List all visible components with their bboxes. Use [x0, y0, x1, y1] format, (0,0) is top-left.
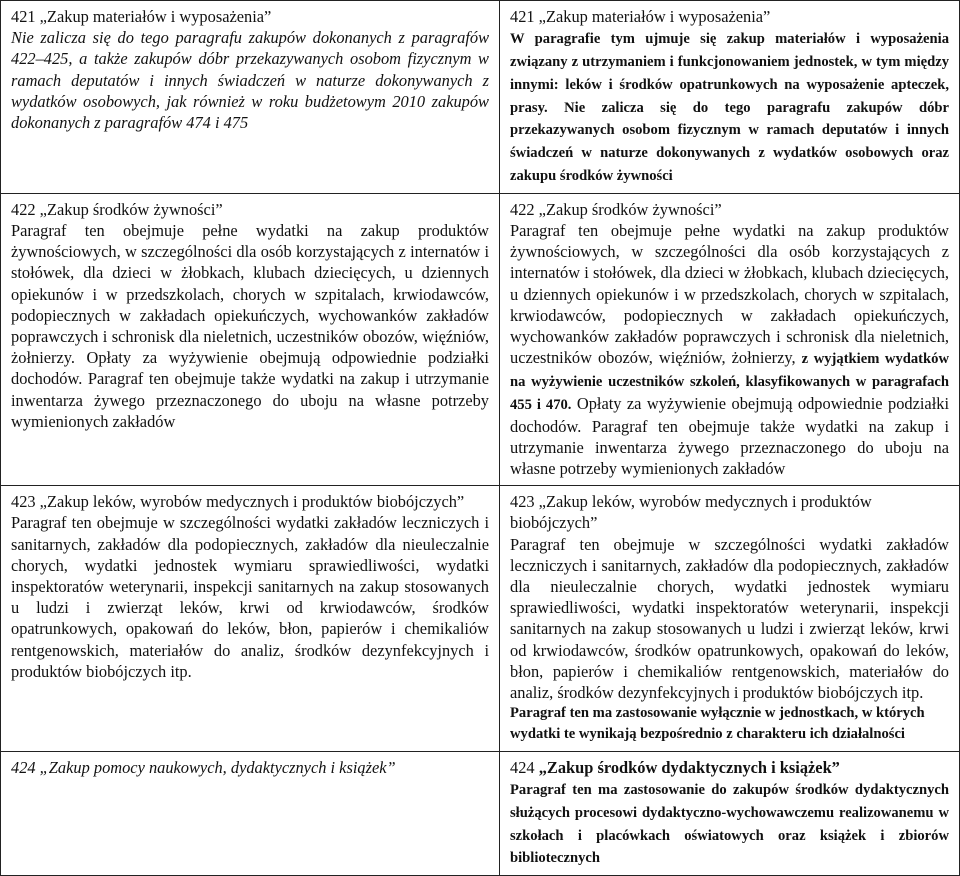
- table-row: [1, 486, 960, 752]
- table-row: [1, 193, 960, 485]
- paragraph-body: Paragraf ten ma zastosowanie do zakupów środków dydaktycznych służących procesowi dydaktyczno-wychowawczemu realizowanemu w szkołach i placówkach oświatowych oraz książek i zbiorów bibliotecznych: [510, 782, 949, 867]
- paragraph-title: 421 „Zakup materiałów i wyposażenia”: [11, 7, 272, 26]
- paragraph-title: 423 „Zakup leków, wyrobów medycznych i produktów biobójczych”: [510, 492, 872, 533]
- paragraph-amendment: z wyjątkiem wydatków na wyżywienie uczestników szkoleń, klasyfikowanych w paragrafach 455 i 470.: [510, 351, 949, 413]
- paragraph-title: 424 „Zakup pomocy naukowych, dydaktycznych i książek”: [11, 757, 396, 777]
- paragraph-body: Nie zalicza się do tego paragrafu zakupów dokonanych z paragrafów 422–425, a także zakupów dóbr przekazywanych osobom fizycznym w ramach deputatów i innych świadczeń w naturze dokonywanych z wydatków osobowych, jak również w roku budżetowym 2010 zakupów dokonanych z paragrafów 474 i 475: [11, 28, 489, 133]
- cell-421-old: [1, 1, 500, 194]
- cell-423-old: [1, 486, 500, 752]
- paragraph-title: 423 „Zakup leków, wyrobów medycznych i produktów biobójczych”: [11, 492, 465, 512]
- cell-422-new: [500, 193, 960, 485]
- paragraph-number: 424: [510, 757, 535, 777]
- paragraph-title: 422 „Zakup środków żywności”: [11, 199, 223, 219]
- paragraph-title: 422 „Zakup środków żywności”: [510, 199, 722, 219]
- paragraph-body: Paragraf ten obejmuje w szczególności wydatki zakładów leczniczych i sanitarnych, zakładów dla podopiecznych, zakładów dla nieuleczalnie chorych, wydatki jednostek wymiaru sprawiedliwości, wydatki inspektoratów weterynarii, inspekcji sanitarnych na zakup stosowanych u ludzi i zwierząt leków, krwi od krwiodawców, środków opatrunkowych, opakowań do leków, błon, papierów i chemikaliów rentgenowskich, materiałów do analiz, środków dezynfekcyjnych i produktów biobójczych itp.: [11, 513, 489, 681]
- table-row: [1, 751, 960, 875]
- paragraph-amendment: Paragraf ten ma zastosowanie wyłącznie w jednostkach, w których wydatki te wynikają bezpośrednio z charakteru ich działalności: [510, 705, 925, 743]
- paragraph-title: 421 „Zakup materiałów i wyposażenia”: [510, 7, 771, 26]
- paragraph-body: Paragraf ten obejmuje pełne wydatki na zakup produktów żywnościowych, w szczególności dla osób korzystających z internatów i stołówek, dla dzieci w żłobkach, klubach dziecięcych, u dziennych opiekunów i w przedszkolach, chorych w szpitalach, krwiodawców, podopiecznych w zakładach opiekuńczych, wychowanków zakładów poprawczych i schronisk dla nieletnich, uczestników obozów, więźniów, żołnierzy. Opłaty za wyżywienie obejmują odpowiednie podziałki dochodów. Paragraf ten obejmuje także wydatki na zakup i utrzymanie inwentarza żywego przeznaczonego do uboju na własne potrzeby wymienionych zakładów: [11, 220, 489, 431]
- cell-421-new: [500, 1, 960, 194]
- paragraph-body: W paragrafie tym ujmuje się zakup materiałów i wyposażenia związany z utrzymaniem i funkcjonowaniem jednostek, w tym między innymi: leków i środków opatrunkowych na wyposażenie apteczek, prasy. Nie zalicza się do tego paragrafu zakupów dóbr przekazywanych osobom fizycznym w ramach deputatów i innych świadczeń w naturze dokonywanych z wydatków osobowych oraz zakupu środków żywności: [510, 31, 949, 184]
- table-row: [1, 1, 960, 194]
- cell-423-new: [500, 486, 960, 752]
- paragraph-body-cont: Opłaty za wyżywienie obejmują odpowiednie podziałki dochodów. Paragraf ten obejmuje także wydatki na zakup i utrzymanie inwentarza żywego przeznaczonego do uboju na własne potrzeby wymienionych zakładów: [510, 393, 949, 478]
- paragraph-body: Paragraf ten obejmuje w szczególności wydatki zakładów leczniczych i sanitarnych, zakładów dla podopiecznych, zakładów dla nieuleczalnie chorych, wydatki jednostek wymiaru sprawiedliwości, wydatki inspektoratów weterynarii, inspekcji sanitarnych na zakup stosowanych u ludzi i zwierząt leków, krwi od krwiodawców, środków opatrunkowych, opakowań do leków, błon, papierów i chemikaliów rentgenowskich, materiałów do analiz, środków dezynfekcyjnych i produktów biobójczych itp.: [510, 534, 949, 703]
- paragraph-title: „Zakup środków dydaktycznych i książek”: [538, 757, 840, 777]
- cell-424-old: [1, 751, 500, 875]
- cell-424-new: [500, 751, 960, 875]
- cell-422-old: [1, 193, 500, 485]
- paragraph-body: Paragraf ten obejmuje pełne wydatki na zakup produktów żywnościowych, w szczególności dla osób korzystających z internatów i stołówek, dla dzieci w żłobkach, klubach dziecięcych, u dziennych opiekunów i w przedszkolach, chorych w szpitalach, krwiodawców, podopiecznych w zakładach opiekuńczych, wychowanków zakładów poprawczych i schronisk dla nieletnich, uczestników obozów, więźniów, żołnierzy,: [510, 220, 949, 368]
